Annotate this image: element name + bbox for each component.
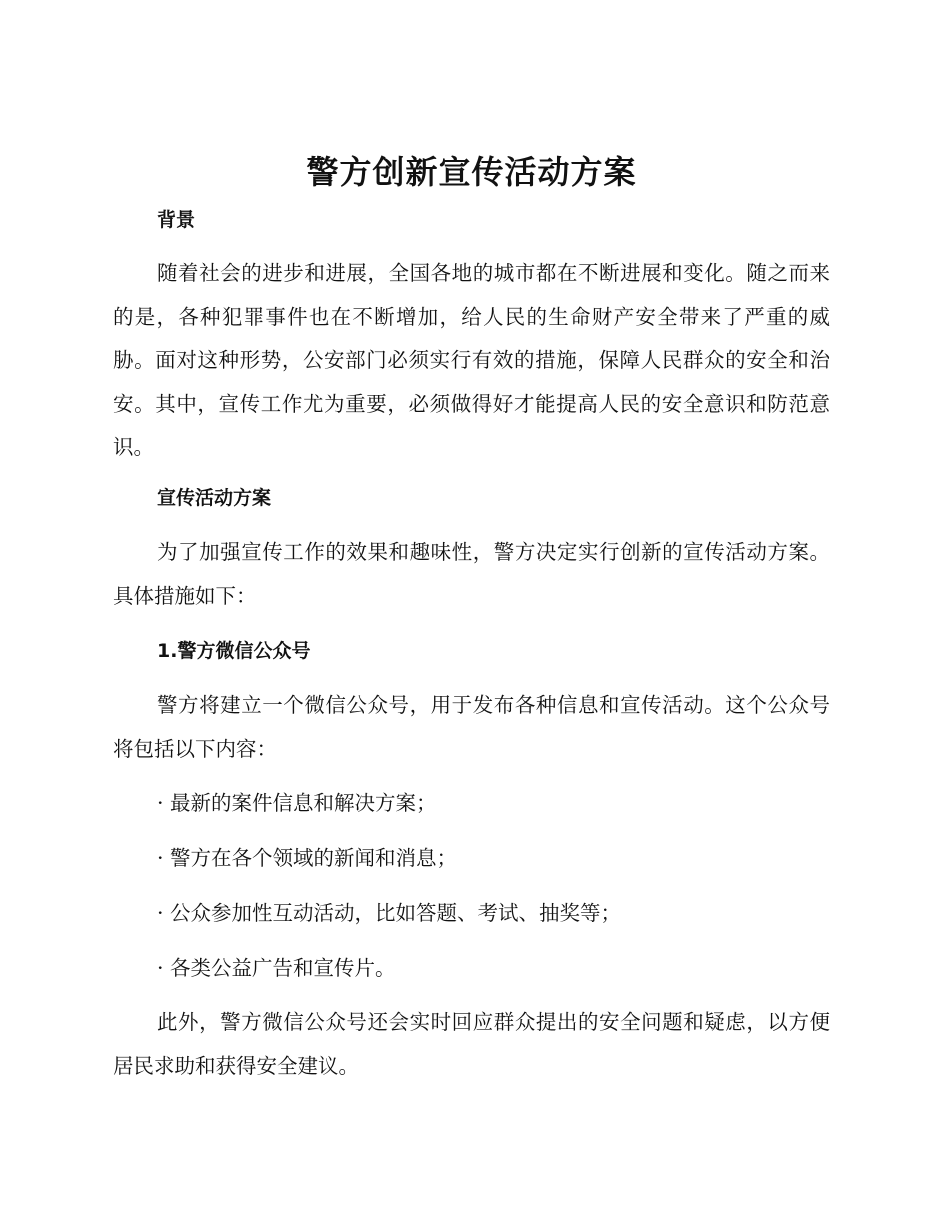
paragraph-background: 随着社会的进步和进展，全国各地的城市都在不断进展和变化。随之而来的是，各种犯罪事件也在不断增加，给人民的生命财产安全带来了严重的威胁。面对这种形势，公安部门必须实行有效的措施，保障人民群众的安全和治安。其中，宣传工作尤为重要，必须做得好才能提高人民的安全意识和防范意识。 <box>113 261 830 459</box>
paragraph-plan: 为了加强宣传工作的效果和趣味性，警方决定实行创新的宣传活动方案。具体措施如下： <box>113 540 830 608</box>
document-title: 警方创新宣传活动方案 <box>306 153 637 191</box>
paragraph-wechat: 警方将建立一个微信公众号，用于发布各种信息和宣传活动。这个公众号将包括以下内容： <box>113 693 830 761</box>
list-item: · 各类公益广告和宣传片。 <box>157 956 396 980</box>
heading-plan: 宣传活动方案 <box>157 487 272 509</box>
list-item: · 警方在各个领域的新闻和消息； <box>157 846 458 870</box>
heading-wechat: 1.警方微信公众号 <box>157 640 311 662</box>
list-item: · 公众参加性互动活动，比如答题、考试、抽奖等； <box>157 901 622 925</box>
paragraph-wechat-closing: 此外，警方微信公众号还会实时回应群众提出的安全问题和疑虑，以方便居民求助和获得安全建议。 <box>113 1010 830 1078</box>
heading-background: 背景 <box>157 209 196 231</box>
list-item: · 最新的案件信息和解决方案； <box>157 791 437 815</box>
